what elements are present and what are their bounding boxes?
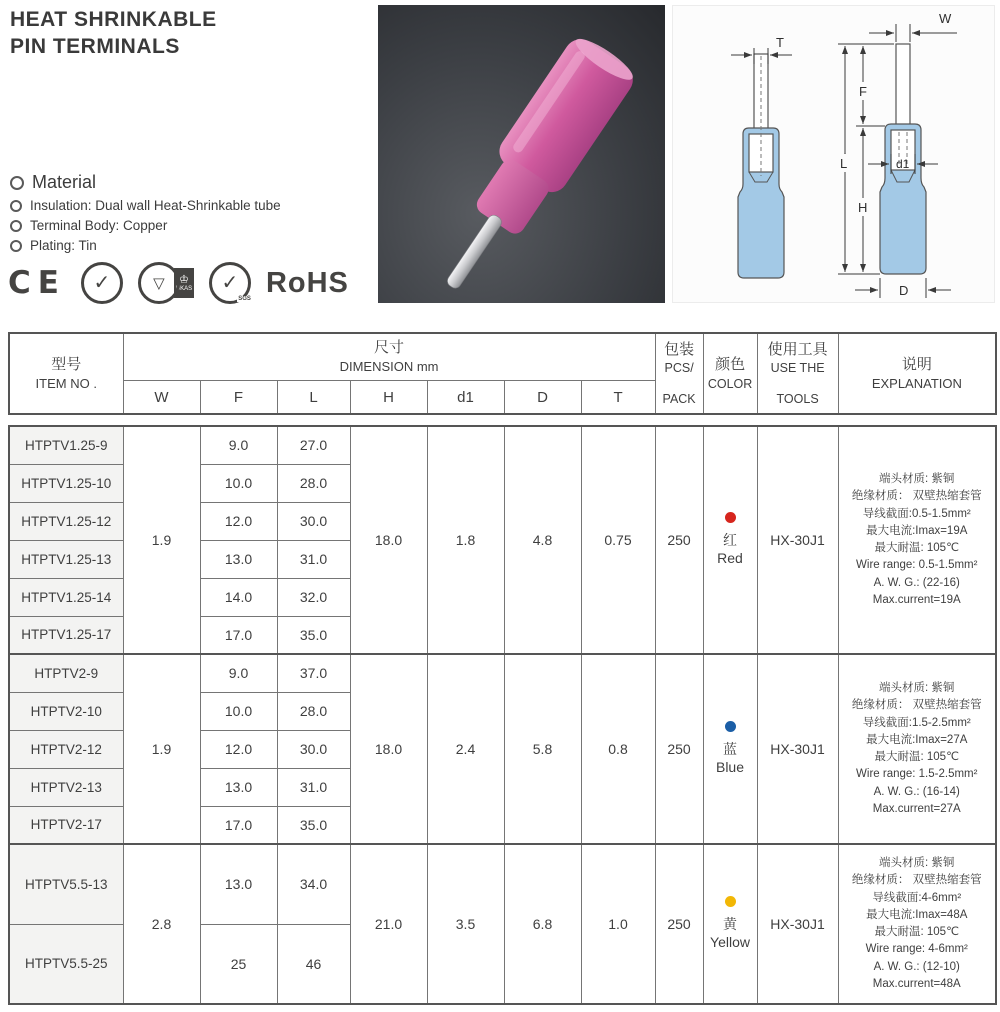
pcs-pack-cell: 250	[655, 844, 703, 1004]
item-no-cell: HTPTV2-9	[9, 654, 123, 692]
f-cell: 12.0	[200, 502, 277, 540]
l-cell: 30.0	[277, 502, 350, 540]
page-title-line1: HEAT SHRINKABLE	[10, 8, 217, 31]
bullet-ring-icon	[10, 176, 24, 190]
color-cell	[703, 844, 757, 1004]
f-cell: 9.0	[200, 426, 277, 464]
page-title-line2: PIN TERMINALS	[10, 35, 180, 59]
explanation-line: 最大耐温: 105℃	[874, 751, 959, 763]
pcs-pack-cell: 250	[655, 654, 703, 844]
item-no-cell: HTPTV2-17	[9, 806, 123, 844]
f-cell: 17.0	[200, 616, 277, 654]
material-item-text: Terminal Body: Copper	[30, 218, 168, 233]
color-cell	[703, 654, 757, 844]
tool-cell: HX-30J1	[757, 654, 838, 844]
tool-cell: HX-30J1	[757, 426, 838, 654]
dim-label-w: W	[939, 11, 952, 26]
w-cell: 1.9	[123, 654, 200, 844]
l-cell: 46	[277, 924, 350, 1004]
l-cell: 35.0	[277, 806, 350, 844]
f-cell: 13.0	[200, 768, 277, 806]
material-item	[10, 218, 281, 233]
explanation-line: A. W. G.: (12-10)	[873, 960, 960, 973]
f-cell: 25	[200, 924, 277, 1004]
item-no-cell: HTPTV5.5-25	[9, 924, 123, 1004]
explanation-line: Max.current=19A	[872, 593, 961, 606]
explanation-line: 最大耐温: 105℃	[874, 542, 959, 554]
l-cell: 30.0	[277, 730, 350, 768]
item-no-cell: HTPTV2-10	[9, 692, 123, 730]
quality-check-badge-icon: ✓	[81, 262, 123, 304]
f-cell: 10.0	[200, 692, 277, 730]
material-section	[10, 172, 281, 258]
bullet-ring-icon	[10, 200, 22, 212]
color-dot-icon	[725, 896, 736, 907]
bullet-ring-icon	[10, 220, 22, 232]
color-label: Yellow	[710, 934, 750, 951]
explanation-line: A. W. G.: (16-14)	[873, 785, 960, 798]
h-cell: 18.0	[350, 426, 427, 654]
dim-label-f: F	[859, 84, 867, 99]
explanation-line: 绝缘材质： 双壁热缩套管	[851, 490, 982, 503]
l-cell: 31.0	[277, 768, 350, 806]
material-item-text: Insulation: Dual wall Heat-Shrinkable tube	[30, 198, 281, 213]
color-cell	[703, 426, 757, 654]
d-cell: 5.8	[504, 654, 581, 844]
explanation-line: 导线截面:4-6mm²	[872, 891, 962, 904]
spec-table	[8, 425, 997, 1005]
table-row	[9, 426, 996, 464]
table-row	[9, 844, 996, 924]
l-cell: 28.0	[277, 464, 350, 502]
col-header-w: W	[123, 381, 200, 415]
explanation-line: Wire range: 0.5-1.5mm²	[856, 559, 978, 572]
col-header-l: L	[277, 381, 350, 415]
col-header-color: 颜色 COLOR	[703, 333, 757, 414]
rohs-label: RoHS	[265, 266, 349, 299]
explanation-line: 绝缘材质： 双壁热缩套管	[851, 874, 982, 887]
color-label: 蓝	[723, 740, 737, 757]
f-cell: 14.0	[200, 578, 277, 616]
w-cell: 1.9	[123, 426, 200, 654]
explanation-line: Max.current=48A	[872, 977, 961, 990]
explanation-line: 导线截面:1.5-2.5mm²	[862, 716, 971, 729]
item-no-cell: HTPTV2-12	[9, 730, 123, 768]
dim-label-h: H	[858, 200, 868, 215]
material-item	[10, 198, 281, 213]
explanation-cell	[838, 654, 996, 844]
explanation-line: 最大电流:Imax=27A	[866, 733, 968, 746]
color-dot-icon	[725, 512, 736, 523]
explanation-line: Max.current=27A	[872, 802, 961, 815]
pcs-pack-cell: 250	[655, 426, 703, 654]
dim-label-l: L	[840, 156, 848, 171]
t-cell: 0.75	[581, 426, 655, 654]
h-cell: 21.0	[350, 844, 427, 1004]
explanation-line: 导线截面:0.5-1.5mm²	[862, 507, 971, 520]
pin-terminal-photo-art	[378, 5, 665, 303]
l-cell: 34.0	[277, 844, 350, 924]
dim-label-d: D	[899, 283, 909, 298]
t-cell: 1.0	[581, 844, 655, 1004]
item-no-cell: HTPTV1.25-12	[9, 502, 123, 540]
tool-cell: HX-30J1	[757, 844, 838, 1004]
col-header-h: H	[350, 381, 427, 415]
f-cell: 13.0	[200, 540, 277, 578]
f-cell: 10.0	[200, 464, 277, 502]
crown-icon: ♔	[179, 273, 189, 286]
material-heading: Material	[32, 172, 97, 192]
col-header-t: T	[581, 381, 655, 415]
sgs-badge-icon: ✓ SGS	[209, 262, 251, 304]
col-header-item-no: 型号 ITEM NO .	[9, 333, 123, 414]
l-cell: 37.0	[277, 654, 350, 692]
explanation-cell	[838, 844, 996, 1004]
l-cell: 35.0	[277, 616, 350, 654]
bullet-ring-icon	[10, 240, 22, 252]
d1-cell: 3.5	[427, 844, 504, 1004]
color-label: 红	[723, 531, 737, 548]
spec-table-header	[8, 332, 997, 415]
dim-label-t: T	[776, 35, 784, 50]
color-label: 黄	[723, 915, 737, 932]
certification-row	[8, 262, 349, 304]
explanation-line: 最大电流:Imax=48A	[866, 908, 968, 921]
item-no-cell: HTPTV1.25-17	[9, 616, 123, 654]
f-cell: 17.0	[200, 806, 277, 844]
explanation-cell	[838, 426, 996, 654]
col-header-explanation: 说明 EXPLANATION	[838, 333, 996, 414]
ce-mark-icon: CE	[8, 265, 66, 301]
item-no-cell: HTPTV1.25-14	[9, 578, 123, 616]
w-cell: 2.8	[123, 844, 200, 1004]
table-row	[9, 654, 996, 692]
material-heading-row	[10, 172, 281, 193]
explanation-line: 最大电流:Imax=19A	[866, 524, 968, 537]
explanation-line: Wire range: 1.5-2.5mm²	[856, 768, 978, 781]
f-cell: 13.0	[200, 844, 277, 924]
l-cell: 31.0	[277, 540, 350, 578]
product-photo	[378, 5, 665, 303]
col-header-d1: d1	[427, 381, 504, 415]
explanation-line: 最大耐温: 105℃	[874, 926, 959, 938]
l-cell: 27.0	[277, 426, 350, 464]
col-header-tools: 使用工具 USE THE TOOLS	[757, 333, 838, 414]
spec-table-body	[9, 426, 996, 1004]
explanation-line: 端头材质: 紫铜	[879, 857, 955, 869]
item-no-cell: HTPTV1.25-9	[9, 426, 123, 464]
dim-label-d1: d1	[896, 157, 910, 171]
material-item-text: Plating: Tin	[30, 238, 97, 253]
l-cell: 28.0	[277, 692, 350, 730]
explanation-line: 端头材质: 紫铜	[879, 473, 955, 485]
dimension-diagram	[672, 5, 995, 303]
item-no-cell: HTPTV1.25-10	[9, 464, 123, 502]
d1-cell: 2.4	[427, 654, 504, 844]
f-cell: 9.0	[200, 654, 277, 692]
f-cell: 12.0	[200, 730, 277, 768]
item-no-cell: HTPTV2-13	[9, 768, 123, 806]
explanation-line: Wire range: 4-6mm²	[865, 943, 968, 956]
col-header-f: F	[200, 381, 277, 415]
explanation-line: 端头材质: 紫铜	[879, 682, 955, 694]
d-cell: 6.8	[504, 844, 581, 1004]
col-header-dimension: 尺寸 DIMENSION mm	[123, 333, 655, 381]
item-no-cell: HTPTV1.25-13	[9, 540, 123, 578]
col-header-pack: 包装 PCS/ PACK	[655, 333, 703, 414]
material-item	[10, 238, 281, 253]
t-cell: 0.8	[581, 654, 655, 844]
col-header-d: D	[504, 381, 581, 415]
explanation-line: 绝缘材质： 双壁热缩套管	[851, 699, 982, 712]
d1-cell: 1.8	[427, 426, 504, 654]
color-dot-icon	[725, 721, 736, 732]
item-no-cell: HTPTV5.5-13	[9, 844, 123, 924]
h-cell: 18.0	[350, 654, 427, 844]
l-cell: 32.0	[277, 578, 350, 616]
color-label: Red	[717, 550, 743, 567]
iso-ukas-badge-icon: ▽ ♔ UKAS	[138, 262, 194, 304]
page-title	[10, 6, 217, 61]
color-label: Blue	[715, 759, 745, 776]
d-cell: 4.8	[504, 426, 581, 654]
explanation-line: A. W. G.: (22-16)	[873, 576, 960, 589]
